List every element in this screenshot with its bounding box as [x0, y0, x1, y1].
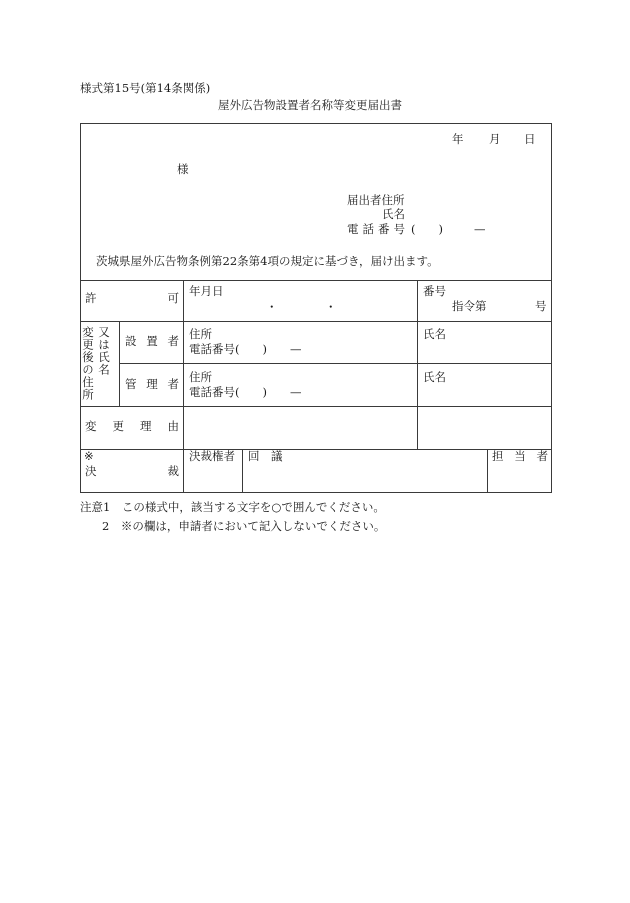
applicant-phone-label: 電話番号 — [347, 222, 409, 236]
table-rule — [487, 449, 488, 492]
change-group-label-col1: 変更後の住所 — [81, 326, 95, 401]
table-rule — [80, 280, 551, 281]
table-rule — [80, 449, 551, 450]
table-rule — [183, 280, 184, 492]
manager-phone-label: 電話番号( ) — — [189, 385, 302, 399]
permit-number-label: 番号 — [423, 284, 446, 298]
permit-label: 許 可 — [85, 291, 179, 305]
applicant-address-label: 届出者住所 — [347, 193, 405, 207]
table-rule — [80, 321, 551, 322]
staff-label: 担 当 者 — [492, 449, 548, 463]
manager-name-label: 氏名 — [423, 370, 446, 384]
applicant-name-label: 氏名 — [382, 207, 405, 221]
note-item: 2 ※の欄は，申請者において記入しないでください。 — [102, 519, 386, 533]
installer-address-label: 住所 — [189, 327, 212, 341]
date-year-label: 年 — [452, 132, 464, 146]
table-rule — [417, 280, 418, 449]
form-number: 様式第15号(第14条関係) — [80, 81, 211, 95]
directive-prefix: 指令第 — [452, 299, 487, 313]
manager-role-label: 管 理 者 — [125, 377, 179, 391]
change-group-label-col2: 又は氏名 — [97, 326, 111, 376]
circulation-label: 回 議 — [248, 449, 283, 463]
note-item: 注意1 この様式中，該当する文字を○で囲んでください。 — [80, 500, 385, 514]
form-title: 屋外広告物設置者名称等変更届出書 — [218, 98, 402, 112]
approver-label: 決裁権者 — [189, 449, 235, 463]
permit-date-separator: ・ — [266, 300, 278, 314]
table-rule — [242, 449, 243, 492]
manager-address-label: 住所 — [189, 370, 212, 384]
installer-role-label: 設 置 者 — [125, 334, 179, 348]
date-day-label: 日 — [524, 132, 536, 146]
applicant-phone-paren: ( ) — [411, 222, 443, 236]
decision-label: 決 裁 — [85, 464, 179, 478]
installer-phone-label: 電話番号( ) — — [189, 342, 302, 356]
office-use-mark: ※ — [84, 449, 94, 463]
permit-date-separator: ・ — [325, 300, 337, 314]
date-month-label: 月 — [489, 132, 501, 146]
addressee-suffix: 様 — [177, 162, 189, 176]
declaration-text: 茨城県屋外広告物条例第22条第4項の規定に基づき，届け出ます。 — [96, 254, 439, 268]
installer-name-label: 氏名 — [423, 327, 446, 341]
table-rule — [80, 406, 551, 407]
change-reason-label: 変 更 理 由 — [85, 419, 179, 433]
directive-suffix: 号 — [535, 299, 547, 313]
permit-date-label: 年月日 — [189, 284, 224, 298]
applicant-phone-dash: — — [474, 222, 486, 236]
table-rule — [119, 321, 120, 406]
